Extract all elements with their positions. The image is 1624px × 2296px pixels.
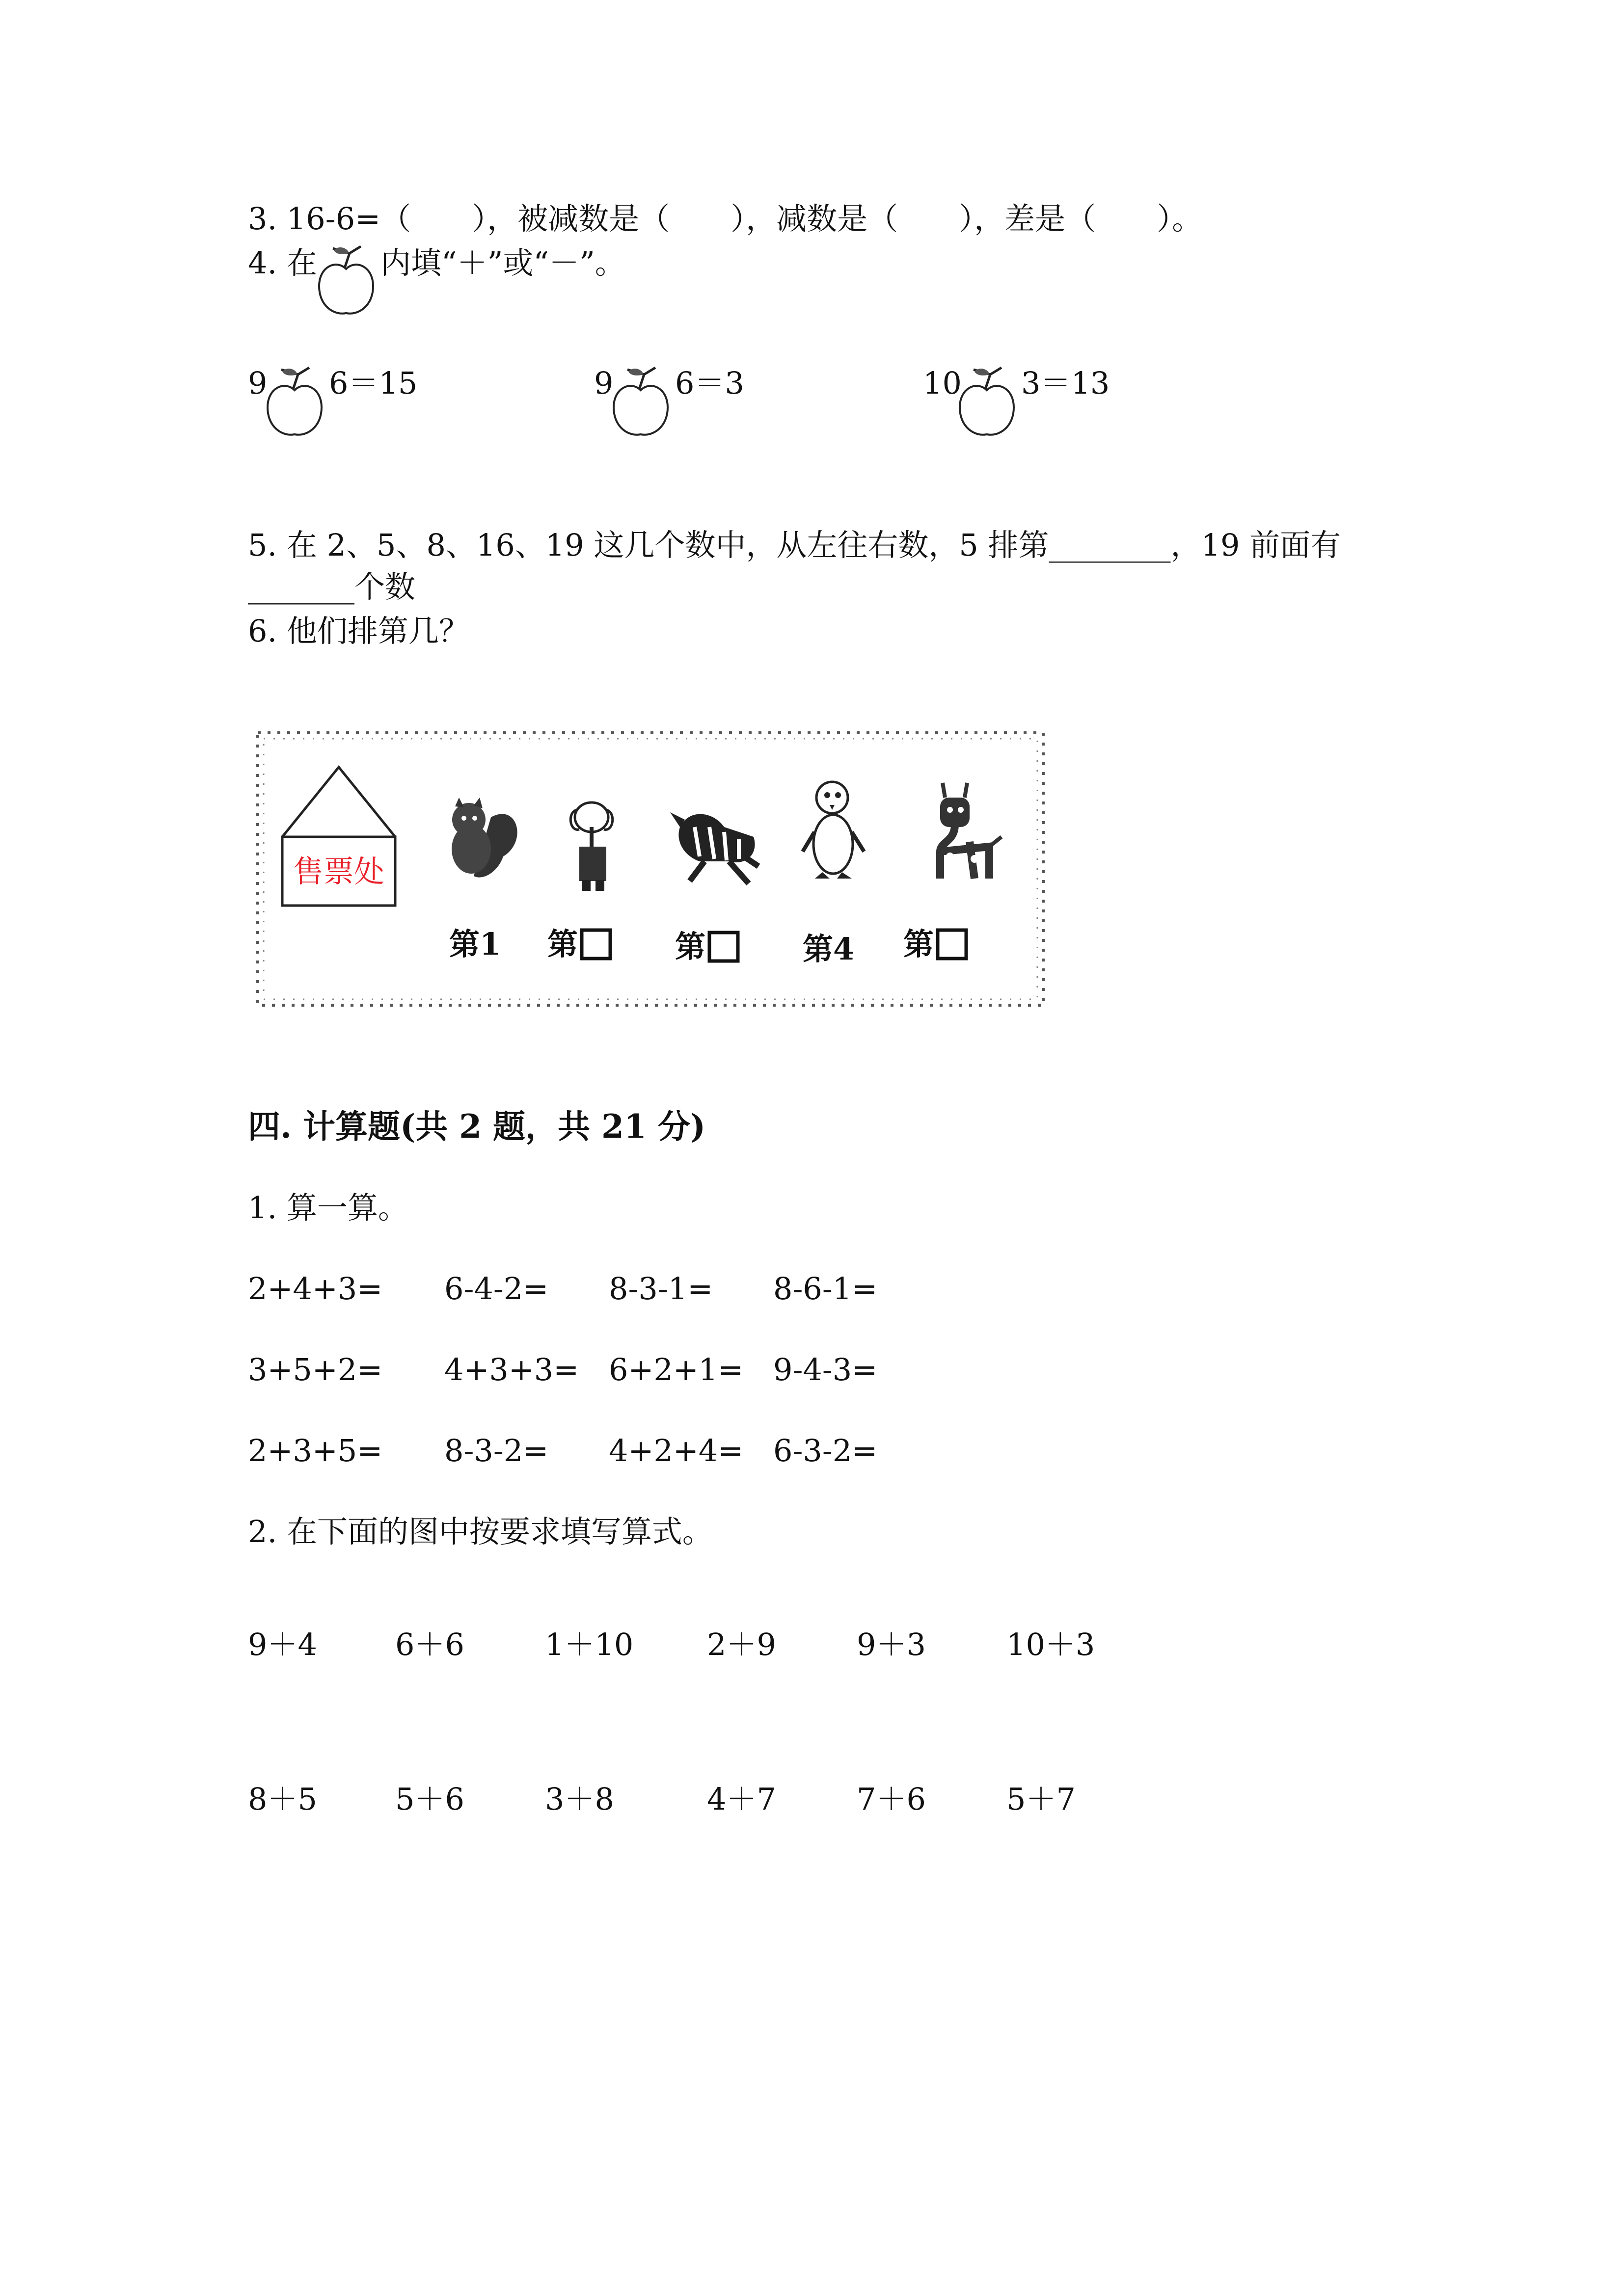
apple-icon — [314, 244, 378, 318]
rank-label-5: 第 — [903, 926, 934, 962]
question-4-suffix: 内填“＋”或“－”。 — [380, 245, 625, 281]
expression: 3＋8 — [545, 1781, 614, 1817]
expression: 5＋7 — [1006, 1781, 1076, 1817]
penguin-icon — [803, 782, 864, 879]
expression: 9-4-3= — [773, 1352, 878, 1388]
elephant-icon — [570, 802, 612, 891]
expression: 9＋3 — [857, 1627, 926, 1662]
expression: 2＋9 — [707, 1627, 776, 1662]
apple-icon[interactable] — [609, 366, 673, 439]
expression: 6-4-2= — [444, 1271, 549, 1307]
q4-item-1-left: 9 — [248, 365, 268, 401]
ticket-queue-figure — [248, 724, 1053, 1023]
giraffe-icon — [940, 783, 1001, 879]
zebra-icon — [670, 812, 758, 883]
expression: 8-3-2= — [444, 1433, 549, 1468]
rank-label-3: 第 — [675, 929, 706, 964]
apple-icon[interactable] — [263, 366, 326, 439]
question-4-prefix: 4. 在 — [248, 245, 317, 281]
expression: 4+3+3= — [444, 1352, 579, 1388]
expression: 2+3+5= — [248, 1433, 383, 1468]
expression: 7＋6 — [857, 1781, 926, 1817]
q4-item-2-right: 6＝3 — [675, 365, 744, 401]
section-4-title: 四. 计算题(共 2 题，共 21 分) — [248, 1107, 706, 1146]
q4-item-1-right: 6＝15 — [329, 365, 418, 401]
calc-1-title: 1. 算一算。 — [248, 1190, 408, 1226]
answer-box[interactable] — [709, 933, 738, 961]
calc-2-title: 2. 在下面的图中按要求填写算式。 — [248, 1514, 713, 1549]
expression: 3+5+2= — [248, 1352, 383, 1388]
q4-item-3-left: 10 — [923, 365, 962, 401]
question-6-title: 6. 他们排第几？ — [248, 613, 469, 649]
expression: 8＋5 — [248, 1781, 317, 1817]
expression: 1＋10 — [545, 1627, 634, 1662]
expression: 6+2+1= — [609, 1352, 744, 1388]
question-5-line-1: 5. 在 2、5、8、16、19 这几个数中，从左往右数，5 排第________，19 前面有 — [248, 527, 1341, 563]
answer-box[interactable] — [582, 930, 610, 959]
question-3: 3. 16-6=（ ），被减数是（ ），减数是（ ），差是（ ）。 — [248, 201, 1203, 237]
expression: 4+2+4= — [609, 1433, 744, 1468]
rank-label-2: 第 — [547, 926, 578, 962]
squirrel-icon — [452, 798, 517, 878]
expression: 9＋4 — [248, 1627, 317, 1662]
q4-item-2-left: 9 — [594, 365, 614, 401]
question-5-line-2: _______个数 — [248, 569, 416, 605]
rank-label-1: 第1 — [449, 926, 501, 962]
expression: 8-3-1= — [609, 1271, 713, 1307]
q4-item-3-right: 3＝13 — [1021, 365, 1110, 401]
answer-box[interactable] — [938, 930, 966, 959]
expression: 6-3-2= — [773, 1433, 878, 1468]
expression: 6＋6 — [395, 1627, 464, 1662]
apple-icon[interactable] — [955, 366, 1019, 439]
rank-label-4: 第4 — [803, 931, 855, 967]
expression: 8-6-1= — [773, 1271, 878, 1307]
expression: 4＋7 — [707, 1781, 776, 1817]
expression: 2+4+3= — [248, 1271, 383, 1307]
ticket-booth-label: 售票处 — [293, 855, 385, 889]
expression: 10＋3 — [1006, 1627, 1095, 1662]
expression: 5＋6 — [395, 1781, 464, 1817]
